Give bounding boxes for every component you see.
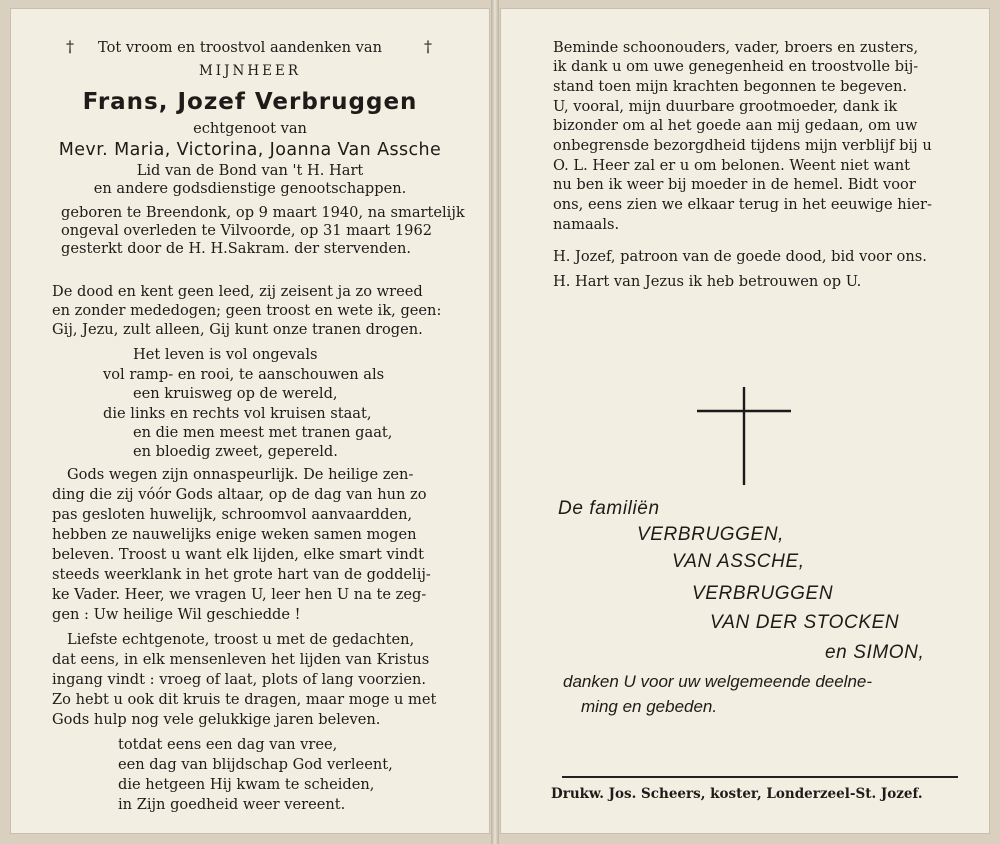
poem1-line: die links en rechts vol kruisen staat, <box>103 405 372 422</box>
poem1-line: vol ramp- en rooi, te aanschouwen als <box>103 366 385 383</box>
para2-line: steeds weerklank in het grote hart van de goddelij- <box>52 566 431 583</box>
title-mijnheer: MIJNHEER <box>198 63 302 79</box>
right-para1-line: onbegrensde bezorgdheid tijdens mijn verblijf bij u <box>553 137 932 154</box>
bio-line-2: ongeval overleden te Vilvoorde, op 31 maart 1962 <box>61 222 433 239</box>
para3-line: Liefste echtgenote, troost u met de gedachten, <box>67 631 415 648</box>
membership-line-1: Lid van de Bond van 't H. Hart <box>136 162 364 179</box>
poem1-line: en die men meest met tranen gaat, <box>133 424 393 441</box>
printer-divider <box>562 776 958 778</box>
poem2-line: die hetgeen Hij kwam te scheiden, <box>118 776 375 793</box>
para1-line: en zonder mededogen; geen troost en wete ik, geen: <box>52 302 442 319</box>
right-para1-line: U, vooral, mijn duurbare grootmoeder, dank ik <box>553 98 898 115</box>
para3-line: ingang vindt : vroeg of laat, plots of lang voorzien. <box>52 671 427 688</box>
poem1-line: en bloedig zweet, gepereld. <box>133 443 338 460</box>
para2-line: hebben ze nauwelijks enige weken samen mogen <box>52 526 417 543</box>
spouse-label: echtgenoot van <box>193 120 307 137</box>
right-para1-line: Beminde schoonouders, vader, broers en zusters, <box>553 39 919 56</box>
para2-line: gen : Uw heilige Wil geschiedde ! <box>52 606 301 623</box>
bio-line-3: gesterkt door de H. H.Sakram. der stervenden. <box>61 240 412 257</box>
bio-line-1: geboren te Breendonk, op 9 maart 1940, na smartelijk <box>61 204 465 221</box>
family-name: VAN DER STOCKEN <box>710 612 900 633</box>
thanks-line-1: danken U voor uw welgemeende deelne- <box>563 672 873 691</box>
family-name: VERBRUGGEN, <box>637 524 785 545</box>
para1-line: Gij, Jezu, zult alleen, Gij kunt onze tranen drogen. <box>52 321 423 338</box>
para3-line: Gods hulp nog vele gelukkige jaren beleven. <box>52 711 381 728</box>
prayer-jozef: H. Jozef, patroon van de goede dood, bid voor ons. <box>553 248 927 265</box>
right-para1-line: namaals. <box>553 216 620 233</box>
families-intro: De familiën <box>558 498 660 519</box>
poem1-line: Het leven is vol ongevals <box>133 346 318 363</box>
para1-line: De dood en kent geen leed, zij zeisent ja zo wreed <box>52 283 423 300</box>
membership-line-2: en andere godsdienstige genootschappen. <box>93 180 407 197</box>
cross-left-icon: † <box>66 37 74 56</box>
right-para1-line: stand toen mijn krachten begonnen te begeven. <box>553 78 908 95</box>
para2-line: Gods wegen zijn onnaspeurlijk. De heilige zen- <box>67 466 414 483</box>
para2-line: pas gesloten huwelijk, schroomvol aanvaardden, <box>52 506 413 523</box>
right-para1-line: ons, eens zien we elkaar terug in het eeuwige hier- <box>553 196 932 213</box>
poem2-line: totdat eens een dag van vree, <box>118 736 338 753</box>
printer-credit: Drukw. Jos. Scheers, koster, Londerzeel-St. Jozef. <box>551 786 923 802</box>
right-para1-line: nu ben ik weer bij moeder in de hemel. Bidt voor <box>553 176 916 193</box>
para3-line: Zo hebt u ook dit kruis te dragen, maar moge u met <box>52 691 437 708</box>
para2-line: beleven. Troost u want elk lijden, elke smart vindt <box>52 546 424 563</box>
poem2-line: een dag van blijdschap God verleent, <box>118 756 393 773</box>
para2-line: ke Vader. Heer, we vragen U, leer hen U na te zeg- <box>52 586 427 603</box>
cross-icon <box>690 385 800 487</box>
family-name: en SIMON, <box>825 642 925 663</box>
right-para1-line: ik dank u om uwe genegenheid en troostvolle bij- <box>553 58 919 75</box>
thanks-line-2: ming en gebeden. <box>581 697 718 716</box>
intro-line: Tot vroom en troostvol aandenken van <box>98 39 382 56</box>
right-para1-line: bizonder om al het goede aan mij gedaan, om uw <box>553 117 918 134</box>
prayer-hart: H. Hart van Jezus ik heb betrouwen op U. <box>553 273 862 290</box>
deceased-name: Frans, Jozef Verbruggen <box>82 89 418 115</box>
family-name: VAN ASSCHE, <box>672 551 805 572</box>
family-name: VERBRUGGEN <box>692 583 834 604</box>
para3-line: dat eens, in elk mensenleven het lijden van Kristus <box>52 651 430 668</box>
right-para1-line: O. L. Heer zal er u om belonen. Weent niet want <box>553 157 911 174</box>
cross-right-icon: † <box>424 37 432 56</box>
card-fold <box>491 0 499 844</box>
poem2-line: in Zijn goedheid weer vereent. <box>118 796 346 813</box>
para2-line: ding die zij vóór Gods altaar, op de dag van hun zo <box>52 486 427 503</box>
poem1-line: een kruisweg op de wereld, <box>133 385 338 402</box>
spouse-name: Mevr. Maria, Victorina, Joanna Van Assche <box>58 140 442 160</box>
